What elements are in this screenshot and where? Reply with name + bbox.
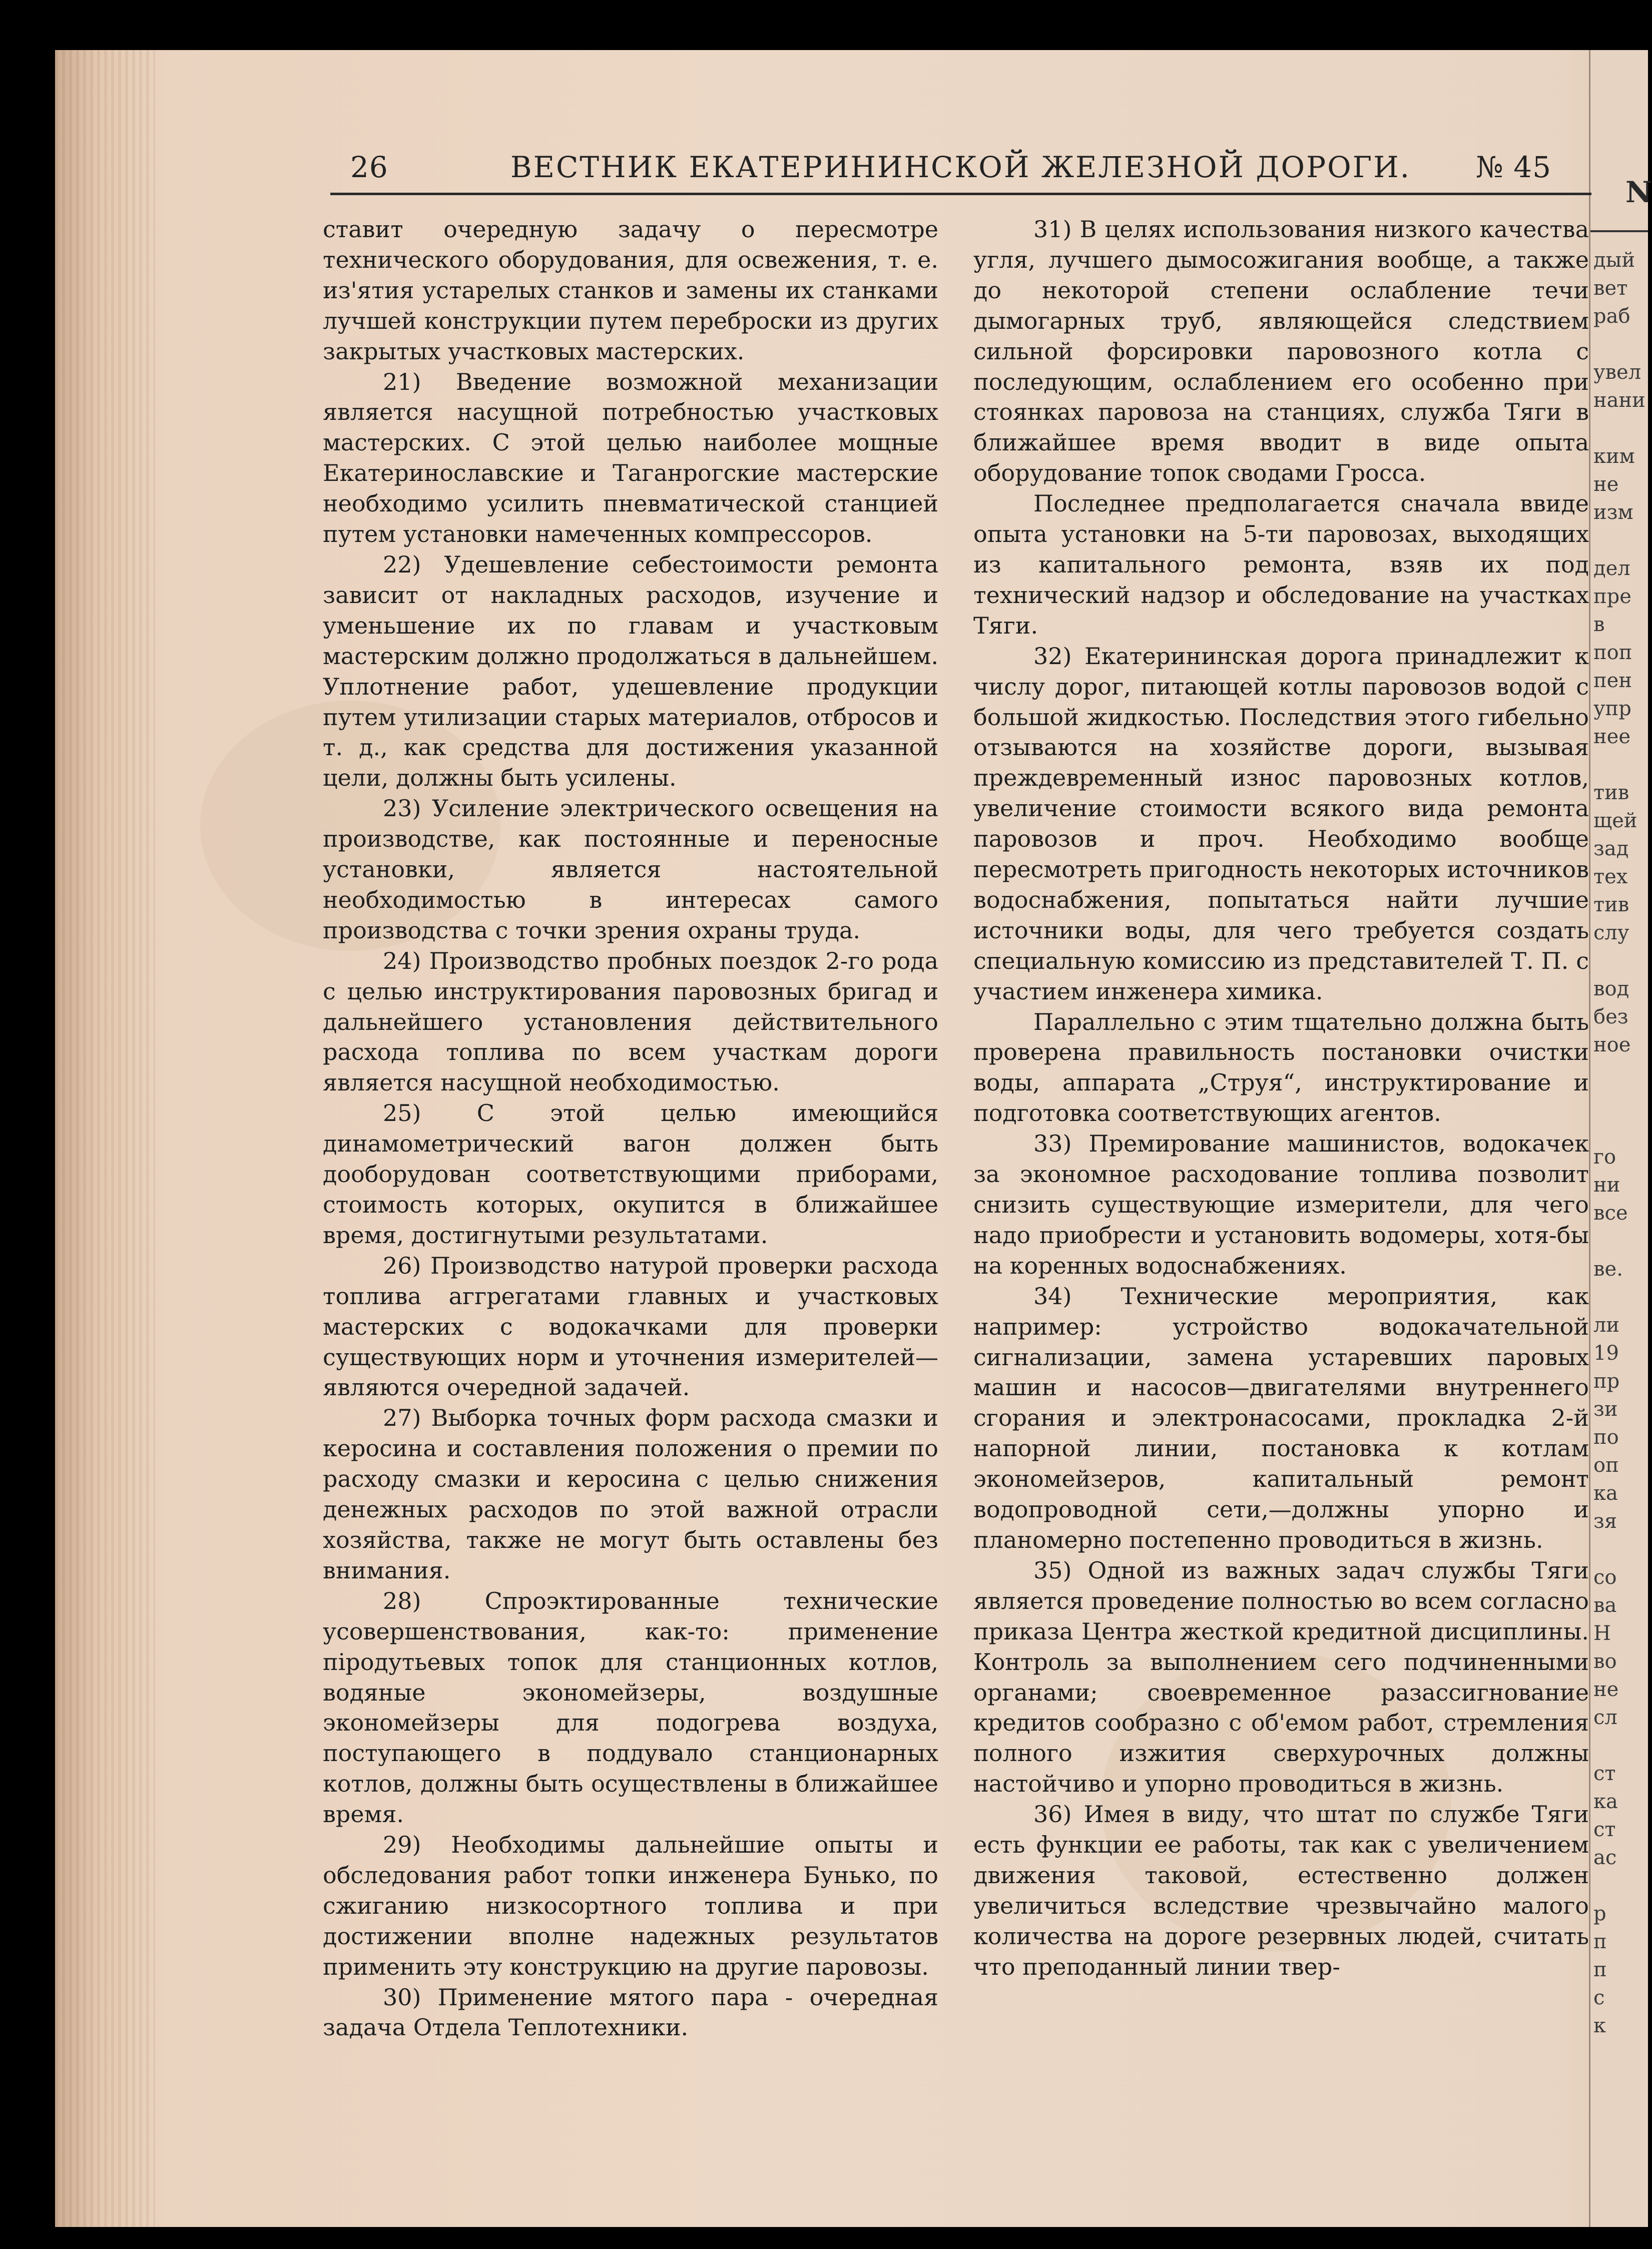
adjacent-page-line: р [1593,1902,1606,1925]
paragraph: 23) Усиление электрического освещения на производстве, как постоянные и переносные установки, является настоятельной необходимостью в интересах самого производства с точки зрения охраны труда. [323,795,938,944]
adjacent-page-fragment [1589,50,1652,2227]
paragraph: 35) Одной из важных задач службы Тяги является проведение полностью во всем согласно приказа Центра жесткой кредитной дисциплины. Контроль за выполнением сего подчиненными органами; своевременное разассигнование кредитов сообразно с об'емом работ, стремления полного изжития сверхурочных должны настойчиво и упорно проводиться в жизнь. [973,1556,1589,1798]
adjacent-page-line: пен [1593,669,1632,692]
adjacent-page-line: ва [1593,1594,1617,1617]
adjacent-page-line: ное [1593,1033,1631,1056]
adjacent-page-line: ли [1593,1314,1620,1337]
paragraph: 26) Производство натурой проверки расхода топлива аггрегатами главных и участковых мастерских с водокачками для проверки существующих норм и уточнения измерителей—являются очередной задачей. [323,1252,938,1401]
right-column [973,214,1589,1982]
adjacent-page-line: тех [1593,865,1628,888]
paragraph: Последнее предполагается сначала ввиде опыта установки на 5-ти паровозах, выходящих из капитального ремонта, взяв их под технический надзор и обследование на участках Тяги. [973,490,1589,639]
adjacent-page-line: не [1593,1678,1619,1701]
page-number: 26 [350,150,388,184]
adjacent-page-line: нани [1593,389,1645,412]
adjacent-page-line: ка [1593,1482,1618,1505]
adjacent-page-line: во [1593,1650,1617,1673]
paragraph: 31) В целях использования низкого качества угля, лучшего дымосожигания вообще, а также до некоторой степени ослабление течи дымогарных труб, являющейся следствием сильной форсировки паровозного котла с последующим, ослаблением его особенно при стоянках паровоза на станциях, служба Тяги в ближайшее время вводит в виде опыта оборудование топок сводами Гросса. [973,216,1589,487]
adjacent-page-line: оп [1593,1454,1619,1477]
adjacent-page-line: Н [1593,1622,1611,1645]
journal-title: ВЕСТНИК ЕКАТЕРИНИНСКОЙ ЖЕЛЕЗНОЙ ДОРОГИ. [510,150,1411,184]
adjacent-page-line: увел [1593,361,1641,384]
adjacent-page-line: упр [1593,697,1631,720]
adjacent-page-line: изм [1593,501,1633,524]
paragraph: Параллельно с этим тщательно должна быть проверена правильность постановки очистки воды, аппарата „Струя“, инструктирование и подготовка соответствующих агентов. [973,1008,1589,1127]
adjacent-page-line: к [1593,2014,1606,2037]
adjacent-page-line: сл [1593,1706,1617,1729]
adjacent-page-rule [1590,230,1648,232]
adjacent-page-line: ст [1593,1762,1616,1785]
adjacent-page-line: тив [1593,893,1629,916]
adjacent-page-line: вет [1593,277,1628,300]
adjacent-page-line: не [1593,473,1619,496]
adjacent-page-line: с [1593,1986,1605,2009]
paragraph: 28) Спроэктированные технические усовершенствования, как-то: применение піродутьевых топок для станционных котлов, водяные экономейзеры, воздушные экономейзеры для подогрева воздуха, поступающего в поддувало станционарных котлов, должны быть осуществлены в ближайшее время. [323,1587,938,1828]
adjacent-page-line: зад [1593,837,1629,860]
adjacent-page-line: пре [1593,585,1631,608]
adjacent-page-line: щей [1593,809,1637,832]
paragraph: 33) Премирование машинистов, водокачек за экономное расходование топлива позволит снизить существующие измерители, для чего надо приобрести и установить водомеры, хотя-бы на коренных водоснабжениях. [973,1130,1589,1279]
paragraph: ставит очередную задачу о пересмотре технического оборудования, для освежения, т. е. из'ятия устарелых станков и замены их станками лучшей конструкции путем переброски из других закрытых участковых мастерских. [323,216,938,365]
adjacent-page-line: со [1593,1566,1617,1589]
adjacent-page-line: ст [1593,1818,1616,1841]
adjacent-page-line: ac [1593,1846,1617,1869]
adjacent-page-line: тив [1593,781,1629,804]
adjacent-page-line: по [1593,1426,1619,1449]
adjacent-page-line: го [1593,1146,1616,1169]
paragraph: 36) Имея в виду, что штат по службе Тяги есть функции ее работы, так как с увеличением движения таковой, естественно должен увеличиться вследствие чрезвычайно малого количества на дороге резервных людей, считать что преподанный линии твер- [973,1801,1589,1980]
adjacent-page-line: без [1593,1005,1628,1028]
adjacent-page-line: ве. [1593,1258,1623,1281]
left-column [323,214,938,2043]
paragraph: 22) Удешевление себестоимости ремонта зависит от накладных расходов, изучение и уменьшение их по главам и участковым мастерским должно продолжаться в дальнейшем. Уплотнение работ, удешевление продукции путем утилизации старых материалов, отбросов и т. д., как средства для достижения указанной цели, должны быть усилены. [323,550,938,792]
adjacent-page-line: зя [1593,1510,1617,1533]
adjacent-page-line: зи [1593,1398,1618,1421]
adjacent-page-line: 19 [1593,1342,1619,1365]
adjacent-page-line: в [1593,613,1605,636]
adjacent-page-line: п [1593,1958,1607,1981]
paragraph: 21) Введение возможной механизации является насущной потребностью участковых мастерских. С этой целью наиболее мощные Екатеринославские и Таганрогские мастерские необходимо усилить пневматической станцией путем установки намеченных компрессоров. [323,368,938,548]
paragraph: 24) Производство пробных поездок 2-го рода с целью инструктирования паровозных бригад и дальнейшего установления действительного расхода топлива по всем участкам дороги является насущной необходимостью. [323,947,938,1096]
adjacent-page-line: пр [1593,1370,1620,1393]
adjacent-page-line: ким [1593,445,1635,468]
adjacent-page-line: ка [1593,1790,1618,1813]
adjacent-page-line: дел [1593,557,1630,580]
adjacent-page-header: N [1625,175,1652,209]
header-rule [330,193,1591,195]
paragraph: 34) Технические мероприятия, как например: устройство водокачательной сигнализации, замена устаревших паровых машин и насосов—двигателями внутреннего сгорания и электронасосами, прокладка 2-й напорной линии, постановка к котлам экономейзеров, капитальный ремонт водопроводной сети,—должны упорно и планомерно постепенно проводиться в жизнь. [973,1282,1589,1553]
adjacent-page-line: ни [1593,1174,1620,1197]
adjacent-page-line: нее [1593,725,1631,748]
issue-number: № 45 [1475,150,1551,184]
adjacent-page-line: слу [1593,921,1629,944]
paragraph: 32) Екатерининская дорога принадлежит к числу дорог, питающей котлы паровозов водой с большой жидкостью. Последствия этого гибельно отзываются на хозяйстве дороги, вызывая преждевременный износ паровозных котлов, увеличение стоимости всякого вида ремонта паровозов и проч. Необходимо вообще пересмотреть пригодность некоторых источников водоснабжения, попытаться найти лучшие источники воды, для чего требуется создать специальную комиссию из представителей Т. П. с участием инженера химика. [973,642,1589,1005]
paragraph: 25) С этой целью имеющийся динамометрический вагон должен быть дооборудован соответствующими приборами, стоимость которых, окупится в ближайшее время, достигнутыми результатами. [323,1099,938,1249]
paragraph: 29) Необходимы дальнейшие опыты и обследования работ топки инженера Бунько, по сжиганию низкосортного топлива и при достижении вполне надежных результатов применить эту конструкцию на другие паровозы. [323,1831,938,1980]
page-edge-stack [55,50,155,2227]
paragraph: 30) Применение мятого пара - очередная задача Отдела Теплотехники. [323,1983,938,2041]
adjacent-page-line: раб [1593,305,1630,328]
adjacent-page-line: все [1593,1202,1628,1225]
adjacent-page-line: вод [1593,977,1629,1000]
adjacent-page-line: п [1593,1930,1607,1953]
adjacent-page-line: поп [1593,641,1632,664]
paragraph: 27) Выборка точных форм расхода смазки и керосина и составления положения о премии по расходу смазки и керосина с целью снижения денежных расходов по этой важной отрасли хозяйства, также не могут быть оставлены без внимания. [323,1404,938,1584]
adjacent-page-line: дый [1593,249,1635,272]
running-header [350,150,1551,190]
